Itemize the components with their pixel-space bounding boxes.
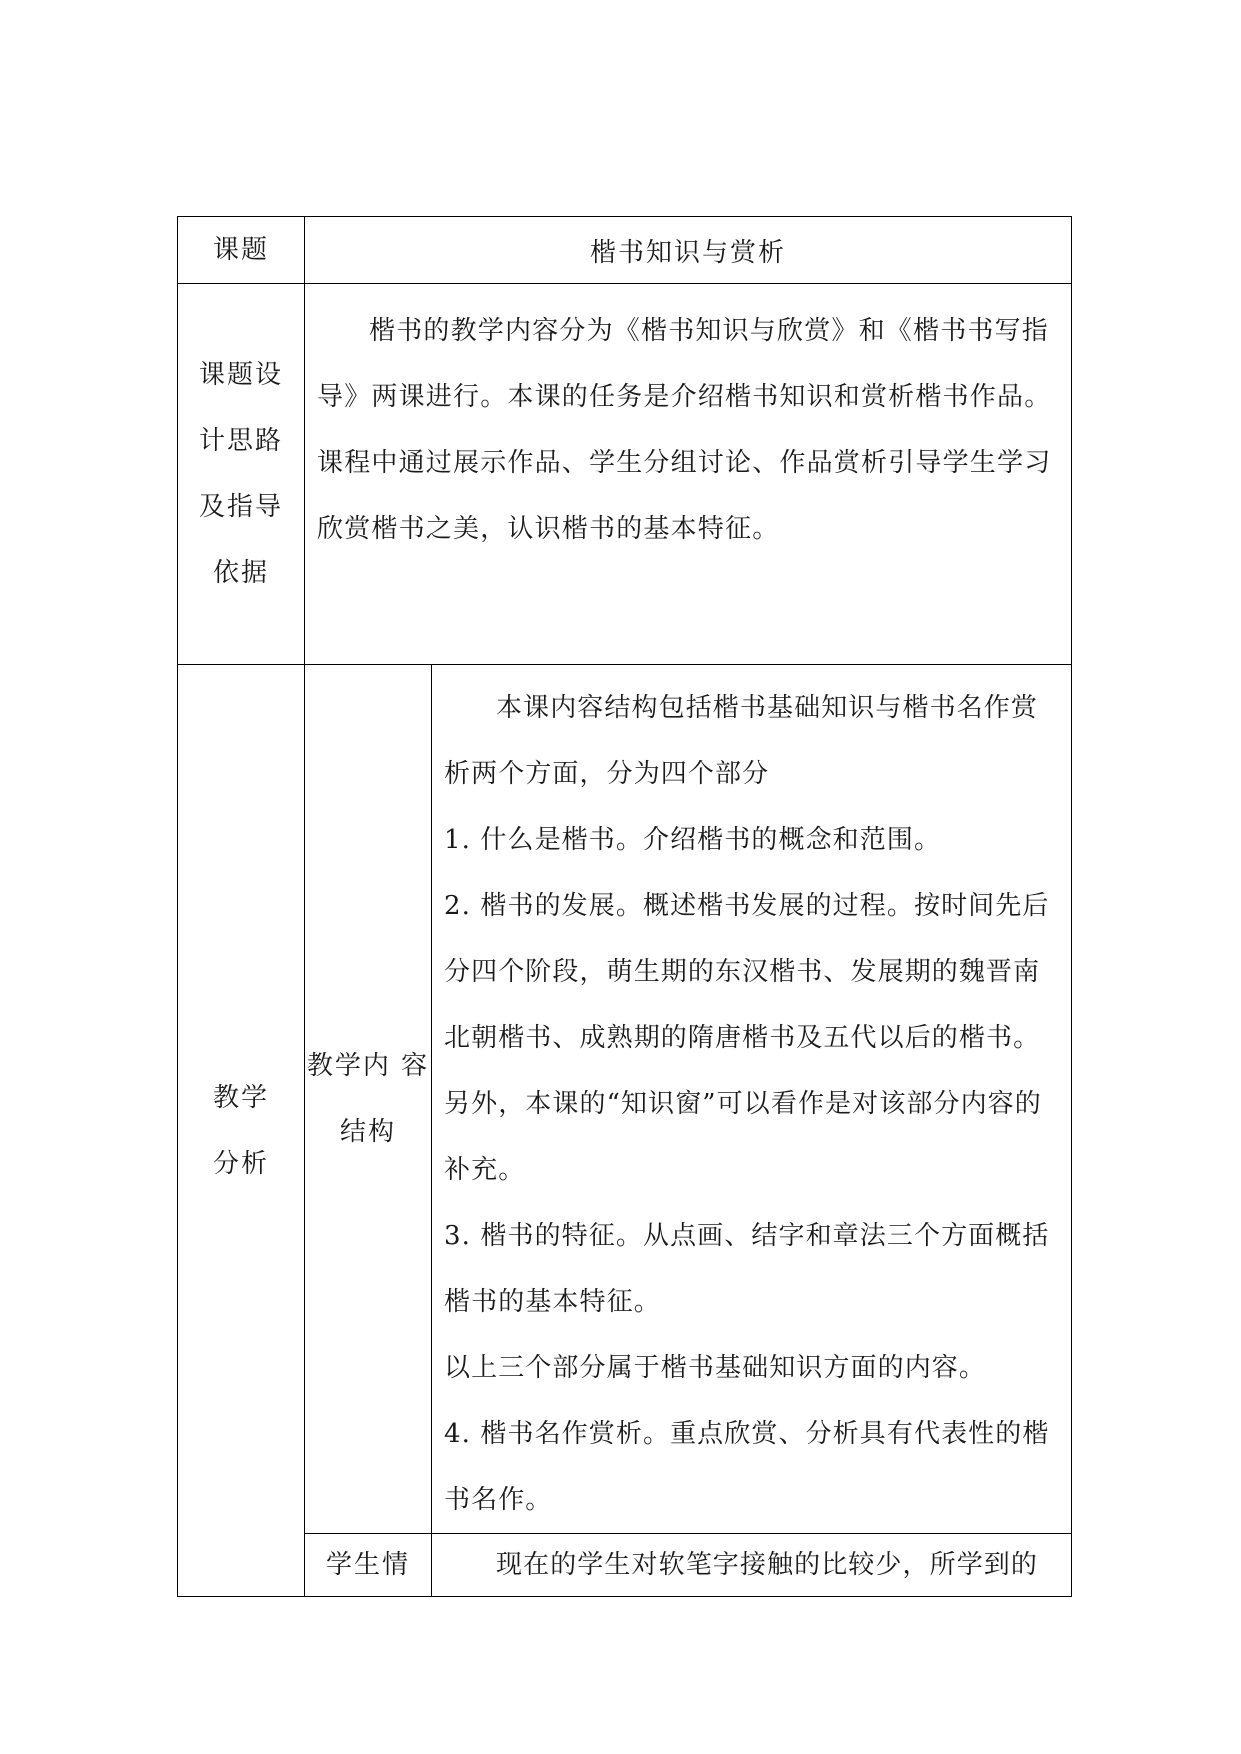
content-paragraph: 4. 楷书名作赏析。重点欣赏、分析具有代表性的楷书名作。	[444, 1419, 1050, 1515]
topic-row	[178, 217, 1072, 284]
content-paragraph: 本课内容结构包括楷书基础知识与楷书名作赏析两个方面，分为四个部分	[444, 693, 1039, 789]
student-situation-text: 现在的学生对软笔字接触的比较少，所学到的	[432, 1534, 1072, 1597]
content-structure-label	[305, 665, 432, 1534]
topic-value: 楷书知识与赏析	[305, 217, 1072, 284]
analysis-label-line: 教学	[212, 1082, 269, 1113]
content-paragraph: 以上三个部分属于楷书基础知识方面的内容。	[444, 1353, 987, 1383]
analysis-label-line: 分析	[212, 1148, 269, 1179]
content-label-line: 容结构	[339, 1051, 430, 1147]
content-structure-text	[432, 665, 1072, 1534]
lesson-plan-table	[177, 216, 1072, 1597]
design-label-line: 课题设	[198, 360, 283, 390]
design-label-line: 及指导	[198, 492, 283, 522]
design-label	[178, 284, 305, 665]
topic-label: 课题	[178, 217, 305, 284]
content-row	[178, 665, 1072, 1534]
design-text: 楷书的教学内容分为《楷书知识与欣赏》和《楷书书写指导》两课进行。本课的任务是介绍楷书知识和赏析楷书作品。课程中通过展示作品、学生分组讨论、作品赏析引导学生学习欣赏楷书之美，认识楷书的基本特征。	[305, 284, 1072, 665]
content-paragraph: 1. 什么是楷书。介绍楷书的概念和范围。	[444, 825, 942, 855]
design-label-line: 计思路	[198, 426, 283, 456]
content-label-line: 教学内	[306, 1051, 391, 1081]
analysis-label	[178, 665, 305, 1597]
student-situation-label: 学生情	[305, 1534, 432, 1597]
student-row	[178, 1534, 1072, 1597]
design-row	[178, 284, 1072, 665]
design-label-line: 依据	[212, 558, 269, 588]
content-paragraph: 3. 楷书的特征。从点画、结字和章法三个方面概括楷书的基本特征。	[444, 1221, 1050, 1317]
content-paragraph: 2. 楷书的发展。概述楷书发展的过程。按时间先后分四个阶段，萌生期的东汉楷书、发展期的魏晋南北朝楷书、成熟期的隋唐楷书及五代以后的楷书。另外，本课的“知识窗”可以看作是对该部分内容的补充。	[444, 891, 1050, 1185]
